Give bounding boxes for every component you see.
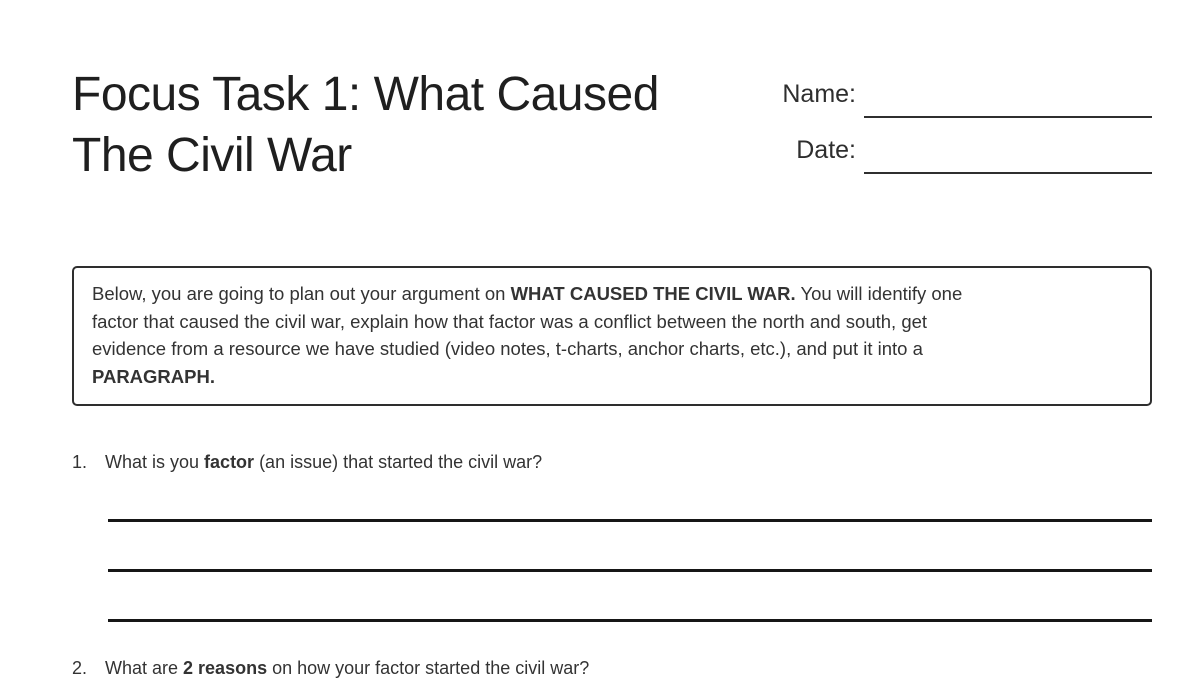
instructions-line-4: PARAGRAPH. [92, 365, 215, 387]
question-2 [72, 655, 1152, 681]
date-blank-line [864, 172, 1152, 174]
instructions-line-3: evidence from a resource we have studied (video notes, t-charts, anchor charts, etc.), and put it into a [92, 338, 923, 359]
name-blank-line [864, 116, 1152, 118]
page-title: Focus Task 1: What Caused The Civil War [72, 68, 659, 182]
date-label: Date: [796, 136, 856, 164]
answer-line-3 [108, 619, 1152, 622]
name-label: Name: [782, 80, 856, 108]
question-2-number: 2. [72, 658, 88, 678]
question-2-text: What are 2 reasons on how your factor started the civil war? [105, 658, 590, 678]
instructions-line-1: Below, you are going to plan out your argument on WHAT CAUSED THE CIVIL WAR. You will identify one [92, 283, 963, 304]
question-1-text: What is you factor (an issue) that started the civil war? [105, 452, 543, 472]
question-1-number: 1. [72, 452, 88, 472]
question-1 [72, 449, 1152, 475]
answer-line-2 [108, 569, 1152, 572]
instructions-box [72, 266, 1152, 406]
answer-line-1 [108, 519, 1152, 522]
instructions-line-2: factor that caused the civil war, explain how that factor was a conflict between the north and south, get [92, 310, 928, 332]
